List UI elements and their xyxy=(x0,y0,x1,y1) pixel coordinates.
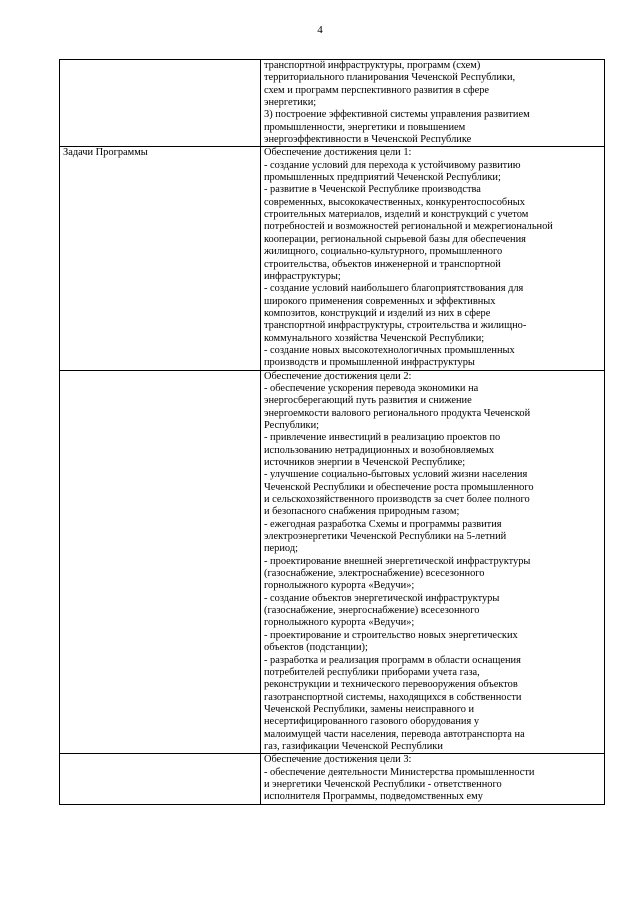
content-line: жилищного, социально-культурного, промышленного xyxy=(264,246,503,258)
content-line: энергоэффективности в Чеченской Республике xyxy=(264,134,472,146)
table-row xyxy=(60,60,605,147)
content-line: - создание условий для перехода к устойчивому развитию xyxy=(264,159,521,171)
content-line: - обеспечение ускорения перевода экономики на xyxy=(264,382,479,394)
content-line: коммунального хозяйства Чеченской Республики; xyxy=(264,332,485,344)
content-line: - улучшение социально-бытовых условий жизни населения xyxy=(264,469,528,481)
content-line: Обеспечение достижения цели 1: xyxy=(264,147,412,159)
content-line: - проектирование и строительство новых энергетических xyxy=(264,629,518,641)
content-line: потребностей и возможностей региональной и межрегиональной xyxy=(264,221,553,233)
content-line: транспортной инфраструктуры, программ (схем) xyxy=(264,60,481,71)
content-line: реконструкции и технического перевооружения объектов xyxy=(264,679,518,691)
content-line: промышленных предприятий Чеченской Республики; xyxy=(264,172,501,184)
content-line: и сельскохозяйственного производств за счет более полного xyxy=(264,494,530,506)
content-line: производств и промышленной инфраструктуры xyxy=(264,357,475,369)
row-label: Задачи Программы xyxy=(60,147,261,370)
content-line: строительных материалов, изделий и конструкций с учетом xyxy=(264,209,529,221)
content-line: период; xyxy=(264,543,298,555)
content-line: горнолыжного курорта «Ведучи»; xyxy=(264,580,415,592)
content-line: - обеспечение деятельности Министерства промышленности xyxy=(264,766,535,778)
content-line: - создание условий наибольшего благоприятствования для xyxy=(264,283,524,295)
row-label xyxy=(60,60,261,147)
content-line: современных, высококачественных, конкурентоспособных xyxy=(264,196,525,208)
content-line: - проектирование внешней энергетической инфраструктуры xyxy=(264,555,531,567)
content-line: объектов (подстанции); xyxy=(264,642,368,654)
content-line: источников энергии в Чеченской Республике; xyxy=(264,457,466,468)
row-label xyxy=(60,370,261,754)
content-line: инфраструктуры; xyxy=(264,270,341,282)
content-line: энергосберегающий путь развития и снижение xyxy=(264,395,472,407)
row-content xyxy=(261,370,605,754)
content-line: газ, газификации Чеченской Республики xyxy=(264,740,443,752)
content-line: (газоснабжение, электроснабжение) всесезонного xyxy=(264,568,485,580)
program-table xyxy=(59,59,605,805)
content-line: кооперации, региональной сырьевой базы для обеспечения xyxy=(264,233,526,245)
table-row xyxy=(60,754,605,804)
content-line: Чеченской Республики, замены неисправного и xyxy=(264,703,475,715)
content-line: исполнителя Программы, подведомственных ему xyxy=(264,791,483,803)
table-row xyxy=(60,370,605,754)
content-line: несертифицированного газового оборудования у xyxy=(264,716,480,728)
content-line: электроэнергетики Чеченской Республики на 5-летний xyxy=(264,531,507,543)
page-number: 4 xyxy=(317,24,323,36)
table-row xyxy=(60,147,605,370)
content-line: композитов, конструкций и изделий из них в сфере xyxy=(264,307,491,319)
content-line: Обеспечение достижения цели 2: xyxy=(264,370,412,382)
content-line: промышленности, энергетики и повышением xyxy=(264,121,466,133)
content-line: Обеспечение достижения цели 3: xyxy=(264,754,412,766)
content-line: - создание объектов энергетической инфраструктуры xyxy=(264,592,500,604)
content-line: горнолыжного курорта «Ведучи»; xyxy=(264,617,415,629)
content-line: - разработка и реализация программ в области оснащения xyxy=(264,654,521,666)
content-line: транспортной инфраструктуры, строительства и жилищно- xyxy=(264,320,527,332)
content-line: схем и программ перспективного развития в сфере xyxy=(264,84,489,96)
row-content xyxy=(261,147,605,370)
content-line: территориального планирования Чеченской Республики, xyxy=(264,72,516,84)
content-line: использованию нетрадиционных и возобновляемых xyxy=(264,444,495,456)
content-line: - ежегодная разработка Схемы и программы развития xyxy=(264,518,502,530)
content-line: и энергетики Чеченской Республики - ответственного xyxy=(264,778,502,790)
content-line: строительства, объектов инженерной и транспортной xyxy=(264,258,501,270)
content-line: широкого применения современных и эффективных xyxy=(264,295,496,307)
content-line: - создание новых высокотехнологичных промышленных xyxy=(264,344,515,356)
row-content xyxy=(261,60,605,147)
content-line: Чеченской Республики и обеспечение роста промышленного xyxy=(264,481,534,493)
content-line: и безопасного снабжения природным газом; xyxy=(264,506,460,518)
content-line: (газоснабжение, энергоснабжение) всесезонного xyxy=(264,605,480,617)
content-line: потребителей республики приборами учета газа, xyxy=(264,666,480,678)
content-line: энергетики; xyxy=(264,97,317,109)
content-line: 3) построение эффективной системы управления развитием xyxy=(264,109,530,121)
content-line: газотранспортной системы, находящихся в собственности xyxy=(264,691,522,703)
content-line: Республики; xyxy=(264,419,320,431)
content-line: малоимущей части населения, перевода автотранспорта на xyxy=(264,728,525,740)
row-label xyxy=(60,754,261,804)
row-content xyxy=(261,754,605,804)
content-line: - привлечение инвестиций в реализацию проектов по xyxy=(264,432,501,444)
content-line: энергоемкости валового регионального продукта Чеченской xyxy=(264,407,531,419)
content-line: - развитие в Чеченской Республике производства xyxy=(264,184,481,196)
